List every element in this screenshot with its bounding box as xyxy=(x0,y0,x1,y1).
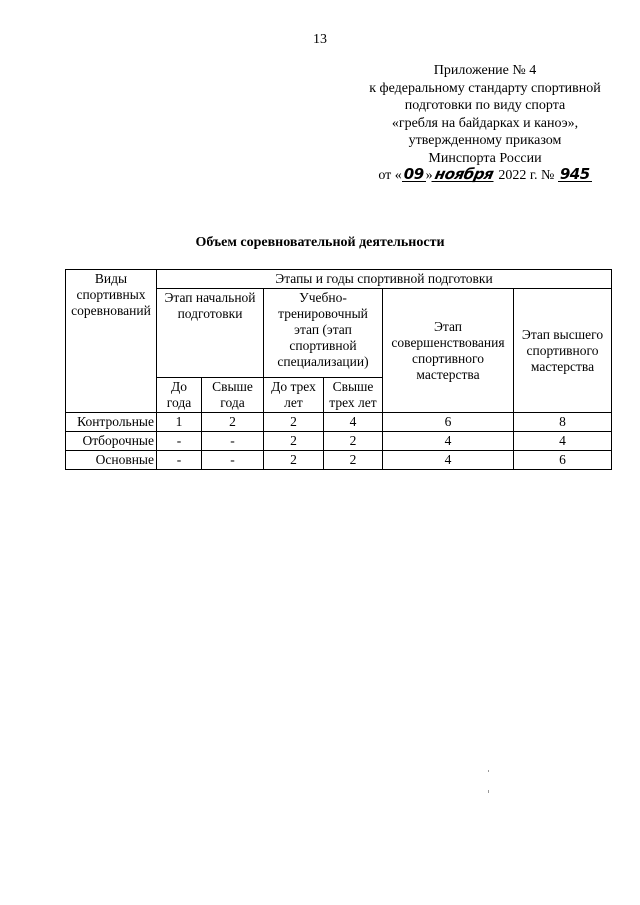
table-cell: 2 xyxy=(324,451,383,470)
handwritten-day: 09 xyxy=(403,165,424,183)
subheader-cell: До года xyxy=(157,378,202,413)
table-cell: - xyxy=(157,451,202,470)
competition-volume-table xyxy=(65,269,612,470)
appendix-header xyxy=(340,62,630,185)
table-cell: 4 xyxy=(383,432,514,451)
handwritten-month: ноября xyxy=(432,165,495,183)
table-cell: - xyxy=(202,432,264,451)
stage-header-initial: Этап начальной подготовки xyxy=(157,289,264,378)
table-cell: 2 xyxy=(264,413,324,432)
table-cell: 8 xyxy=(514,413,612,432)
order-date-line xyxy=(340,167,630,185)
table-cell: 2 xyxy=(264,451,324,470)
table-cell: 1 xyxy=(157,413,202,432)
appendix-line: утвержденному приказом xyxy=(408,133,562,148)
stage-header-training: Учебно-тренировочный этап (этап спортивной специализации) xyxy=(264,289,383,378)
table-cell: 2 xyxy=(264,432,324,451)
competition-type-header: Виды спортивных соревнований xyxy=(66,270,157,413)
table-row xyxy=(66,413,612,432)
page-number: 13 xyxy=(313,32,327,47)
appendix-line: Приложение № 4 xyxy=(433,63,537,78)
order-year: 2022 г. № xyxy=(498,168,555,183)
scan-artifact xyxy=(488,790,489,793)
scan-artifact xyxy=(488,770,489,772)
appendix-line: подготовки по виду спорта xyxy=(404,98,566,113)
table-row xyxy=(66,451,612,470)
table-cell: 2 xyxy=(202,413,264,432)
table-cell: 6 xyxy=(383,413,514,432)
table-cell: 6 xyxy=(514,451,612,470)
table-cell: 4 xyxy=(383,451,514,470)
stage-header-improvement: Этап совершенствования спортивного мастерства xyxy=(383,289,514,413)
appendix-line: к федеральному стандарту спортивной xyxy=(369,80,601,96)
stages-group-header: Этапы и годы спортивной подготовки xyxy=(157,270,612,289)
row-label: Контрольные xyxy=(66,413,157,432)
row-label: Основные xyxy=(66,451,157,470)
date-mid: » xyxy=(425,168,433,183)
appendix-line: «гребля на байдарках и каноэ», xyxy=(391,115,579,131)
table-row xyxy=(66,432,612,451)
table-cell: 4 xyxy=(514,432,612,451)
table-cell: - xyxy=(202,451,264,470)
subheader-cell: Свыше года xyxy=(202,378,264,413)
stage-header-higher: Этап высшего спортивного мастерства xyxy=(514,289,612,413)
subheader-cell: Свыше трех лет xyxy=(324,378,383,413)
table-cell: 2 xyxy=(324,432,383,451)
date-prefix: от « xyxy=(378,168,402,183)
subheader-cell: До трех лет xyxy=(264,378,324,413)
appendix-line: Минспорта России xyxy=(428,150,542,166)
document-title: Объем соревновательной деятельности xyxy=(195,235,445,250)
handwritten-order-number: 945 xyxy=(559,165,590,183)
row-label: Отборочные xyxy=(66,432,157,451)
table-cell: - xyxy=(157,432,202,451)
table-cell: 4 xyxy=(324,413,383,432)
